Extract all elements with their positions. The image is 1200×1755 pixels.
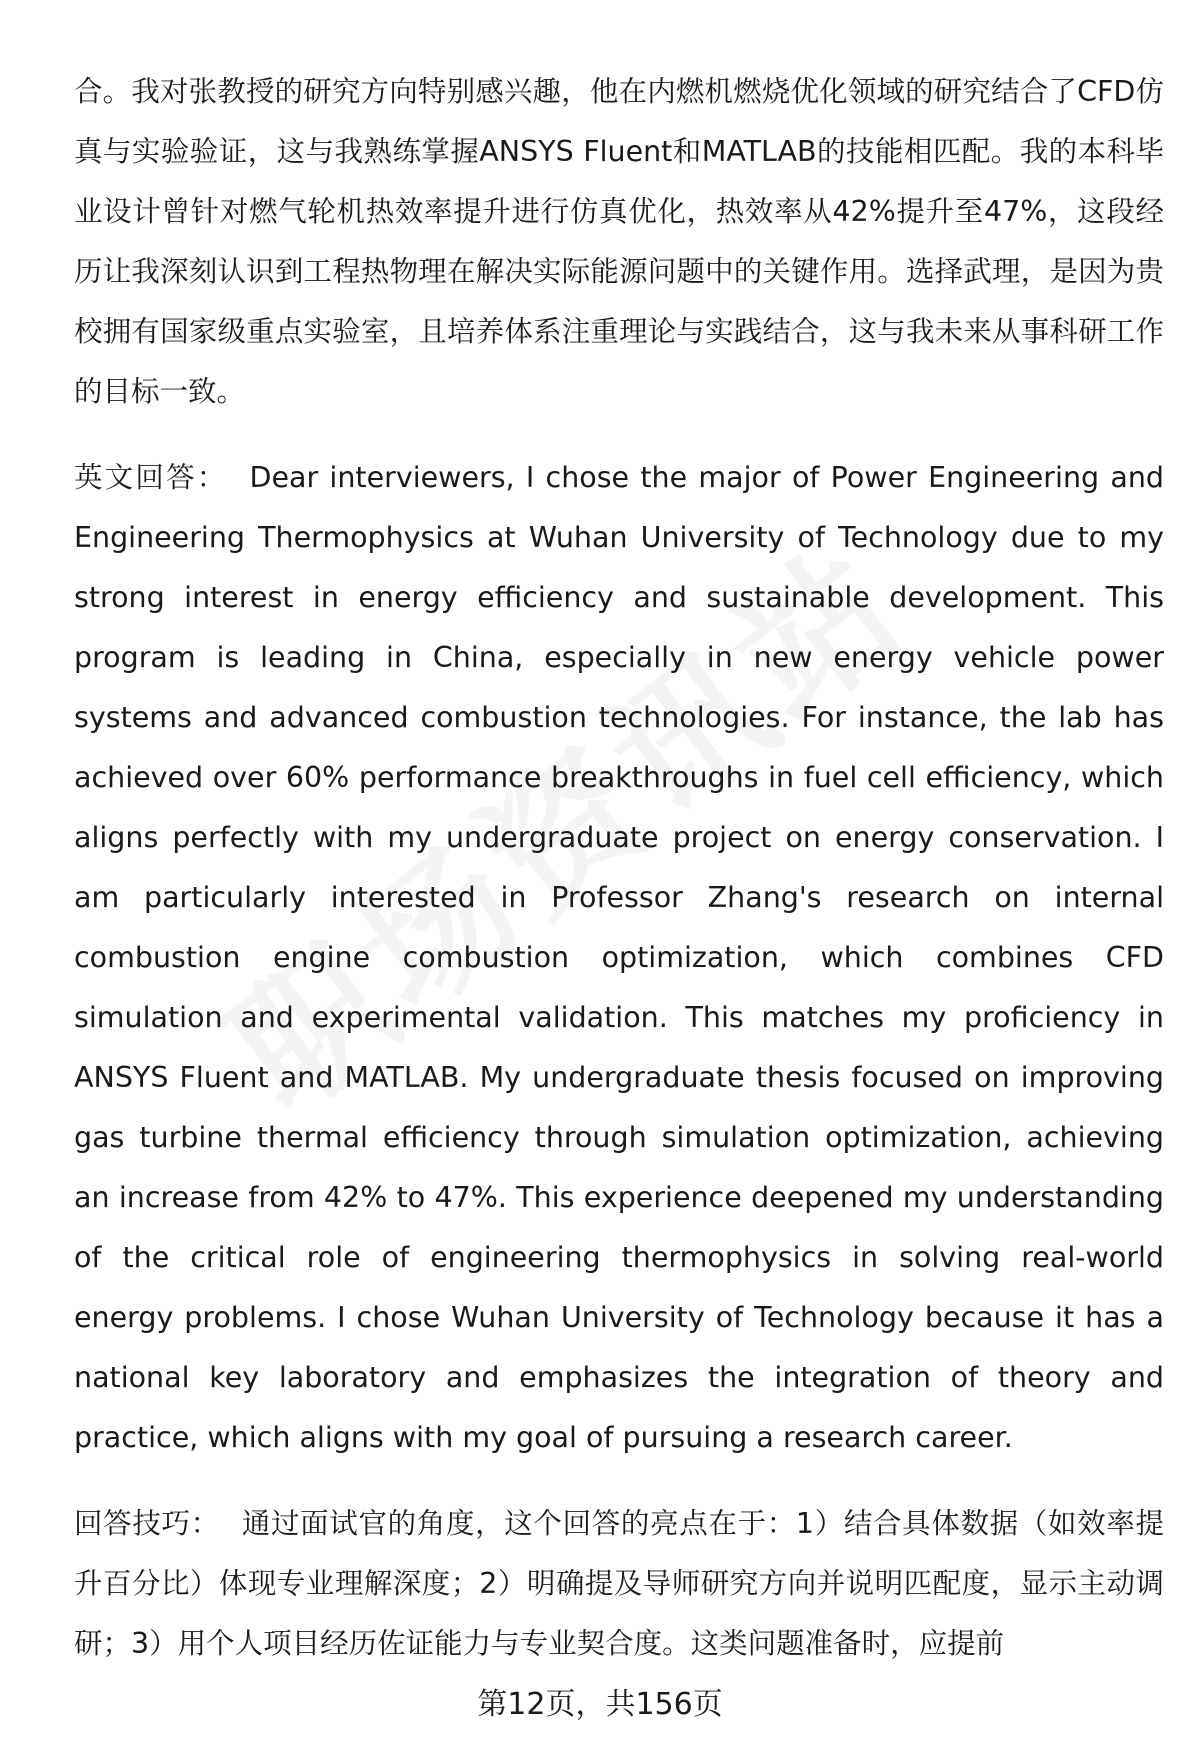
document-body: [74, 62, 1164, 1674]
english-answer-paragraph: [74, 448, 1164, 1468]
answer-tips-label: 回答技巧：: [74, 1507, 220, 1540]
answer-tips-text: 通过面试官的角度，这个回答的亮点在于：1）结合具体数据（如效率提升百分比）体现专业理解深度；2）明确提及导师研究方向并说明匹配度，显示主动调研；3）用个人项目经历佐证能力与专业契合度。这类问题准备时，应提前: [74, 1507, 1164, 1660]
english-answer-text: Dear interviewers, I chose the major of Power Engineering and Engineering Thermophysics at Wuhan University of Technology due to my strong interest in energy efficiency and sustainable development. This program is leading in China, especially in new energy vehicle power systems and advanced combustion technologies. For instance, the lab has achieved over 60% performance breakthroughs in fuel cell efficiency, which aligns perfectly with my undergraduate project on energy conservation. I am particularly interested in Professor Zhang's research on internal combustion engine combustion optimization, which combines CFD simulation and experimental validation. This matches my proficiency in ANSYS Fluent and MATLAB. My undergraduate thesis focused on improving gas turbine thermal efficiency through simulation optimization, achieving an increase from 42% to 47%. This experience deepened my understanding of the critical role of engineering thermophysics in solving real-world energy problems. I chose Wuhan University of Technology because it has a national key laboratory and emphasizes the integration of theory and practice, which aligns with my goal of pursuing a research career.: [74, 461, 1164, 1454]
answer-tips-paragraph: [74, 1494, 1164, 1674]
intro-paragraph: 合。我对张教授的研究方向特别感兴趣，他在内燃机燃烧优化领域的研究结合了CFD仿真与实验验证，这与我熟练掌握ANSYS Fluent和MATLAB的技能相匹配。我的本科毕业设计曾针对燃气轮机热效率提升进行仿真优化，热效率从42%提升至47%，这段经历让我深刻认识到工程热物理在解决实际能源问题中的关键作用。选择武理，是因为贵校拥有国家级重点实验室，且培养体系注重理论与实践结合，这与我未来从事科研工作的目标一致。: [74, 75, 1164, 408]
page-indicator: 第12页，共156页: [477, 1687, 723, 1722]
english-answer-label: 英文回答：: [74, 461, 228, 494]
